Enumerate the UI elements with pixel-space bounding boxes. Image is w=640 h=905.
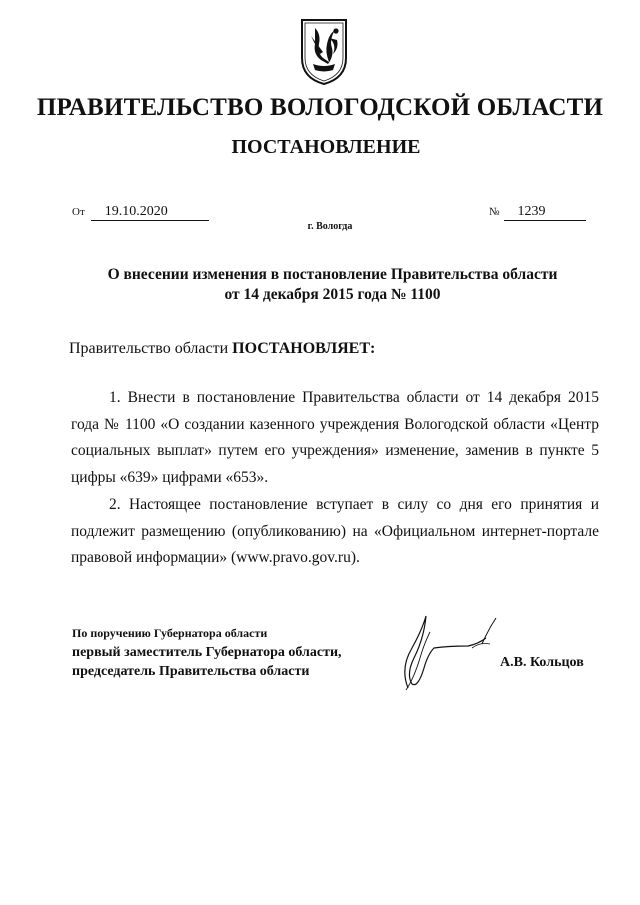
subject-line-1: О внесении изменения в постановление Правительства области (107, 266, 558, 283)
signatory-position-block (72, 624, 342, 681)
body-paragraph-1: 1. Внести в постановление Правительства области от 14 декабря 2015 года № 1100 «О создании казенного учреждения Вологодской области «Центр социальных выплат» путем его учреждения» изменение, заменив в пункте 5 цифры «639» цифрами «653». (71, 389, 599, 486)
signer-name: А.В. Кольцов (500, 655, 584, 670)
document-type-heading: ПОСТАНОВЛЕНИЕ (231, 136, 421, 158)
body-paragraph-2: 2. Настоящее постановление вступает в силу со дня его принятия и подлежит размещению (опубликованию) на «Официальном интернет-портале правовой информации» (www.pravo.gov.ru). (71, 496, 599, 566)
government-title: ПРАВИТЕЛЬСТВО ВОЛОГОДСКОЙ ОБЛАСТИ (36, 94, 604, 121)
vologda-coat-of-arms-icon (299, 18, 349, 86)
document-date-field (72, 203, 209, 221)
preamble (69, 340, 375, 358)
signatory-line-3: председатель Правительства области (72, 664, 310, 679)
handwritten-signature-icon (378, 608, 508, 698)
city-label: г. Вологда (307, 221, 353, 232)
date-value: 19.10.2020 (91, 204, 209, 221)
number-prefix: № (489, 206, 500, 218)
signatory-line-2: первый заместитель Губернатора области, (72, 645, 342, 660)
document-subject (0, 265, 640, 305)
preamble-text: Правительство области (69, 340, 233, 357)
preamble-resolution-word: ПОСТАНОВЛЯЕТ: (232, 340, 376, 357)
date-prefix: От (72, 206, 85, 218)
subject-line-2: от 14 декабря 2015 года № 1100 (224, 286, 441, 303)
document-number-field (489, 203, 586, 221)
number-value: 1239 (504, 204, 586, 221)
signatory-line-1: По поручению Губернатора области (72, 626, 268, 640)
